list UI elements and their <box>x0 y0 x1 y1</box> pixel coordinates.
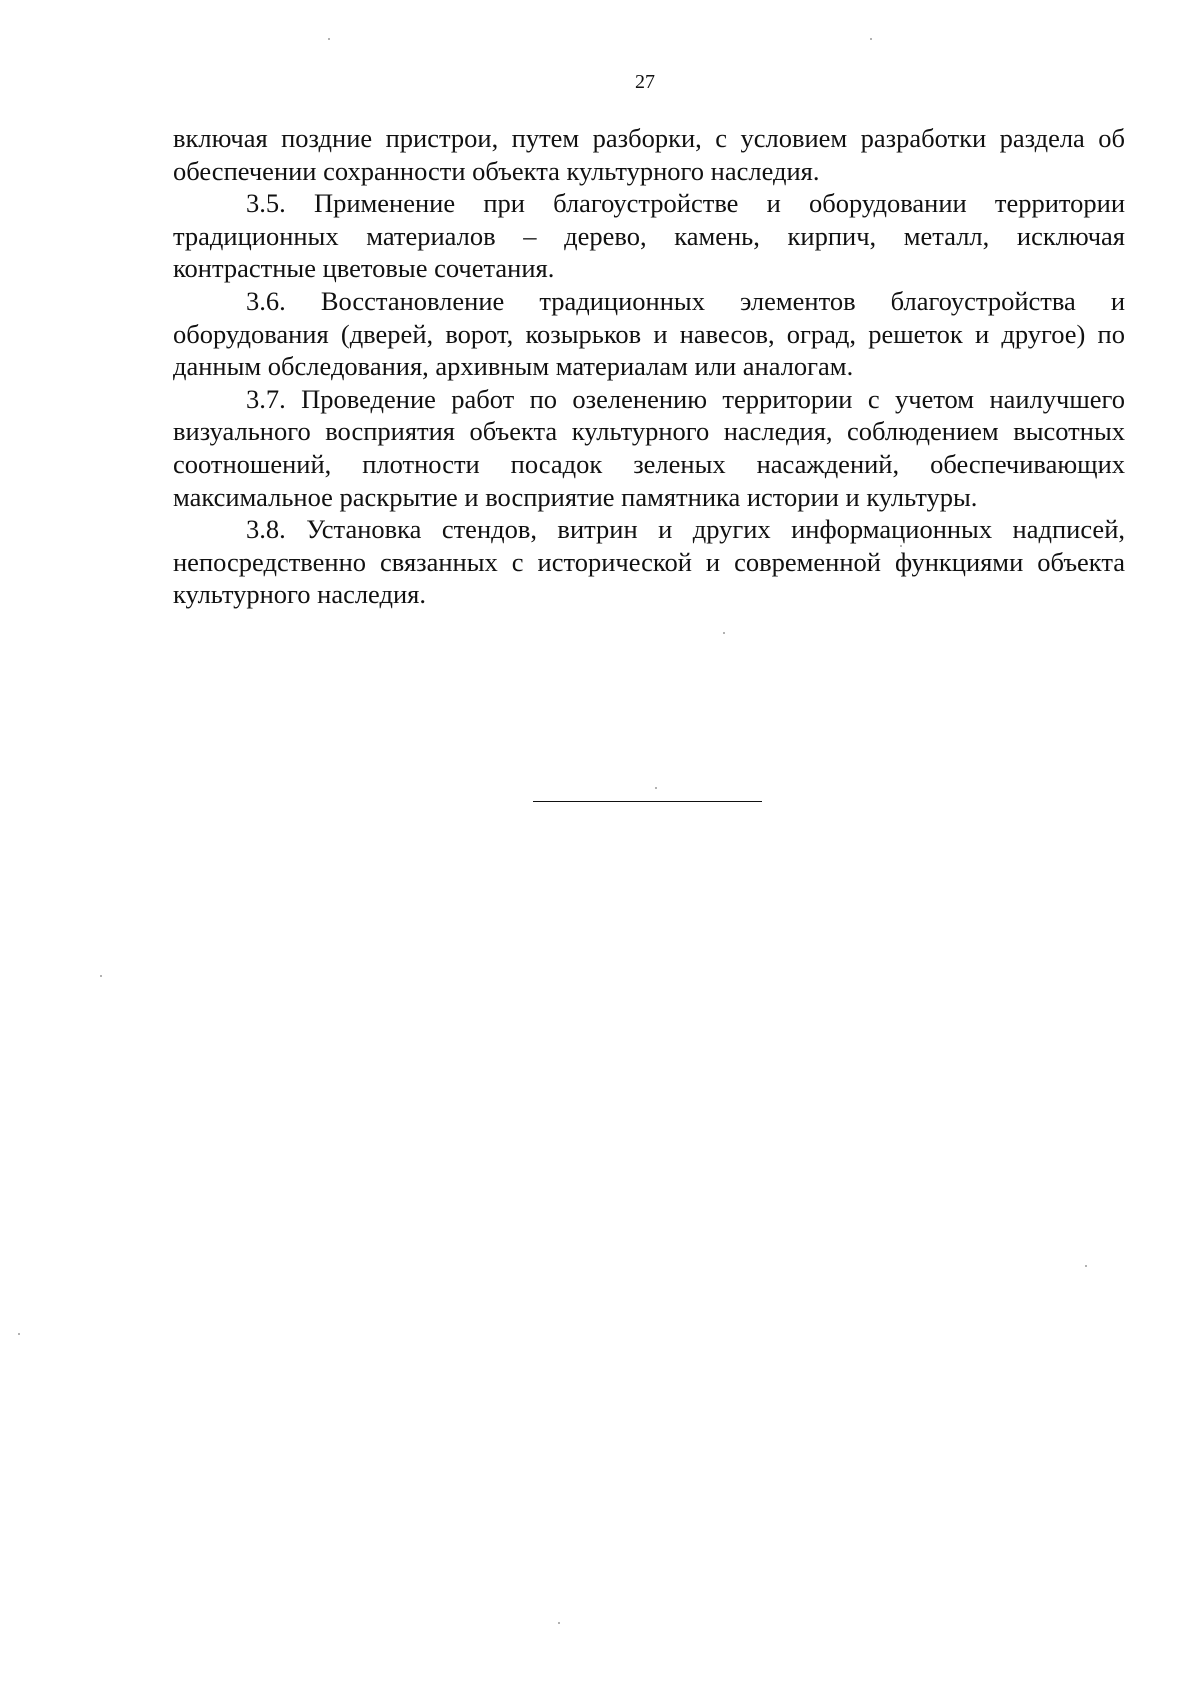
scan-speck <box>558 1622 560 1624</box>
paragraph-number: 3.7. <box>246 383 286 414</box>
paragraph-text: Проведение работ по озеленению территории с учетом наилучшего визуального восприятия объекта культурного наследия, соблюдением высотных соотношений, плотности посадок зеленых насаждений, обеспечивающих максимальное раскрытие и восприятие памятника истории и культуры. <box>173 383 1125 512</box>
scan-speck <box>100 975 102 977</box>
paragraph-3-5 <box>173 187 1125 285</box>
paragraph-continuation <box>173 122 1125 187</box>
paragraph-3-6 <box>173 285 1125 383</box>
scan-speck <box>655 787 657 789</box>
paragraph-number: 3.8. <box>246 514 286 545</box>
document-body <box>173 122 1125 611</box>
scan-speck <box>900 545 902 547</box>
paragraph-3-8 <box>173 513 1125 611</box>
scan-speck <box>18 1333 20 1335</box>
paragraph-text: Установка стендов, витрин и других информационных надписей, непосредственно связанных с исторической и современной функциями объекта культурного наследия. <box>173 514 1125 610</box>
paragraph-3-7 <box>173 383 1125 513</box>
scan-speck <box>1085 1265 1087 1267</box>
scan-speck <box>328 38 330 40</box>
paragraph-text: Восстановление традиционных элементов благоустройства и оборудования (дверей, ворот, козырьков и навесов, оград, решеток и другое) по данным обследования, архивным материалам или аналогам. <box>173 285 1126 382</box>
scan-speck <box>723 632 725 634</box>
page-number: 27 <box>635 71 655 93</box>
paragraph-text: Применение при благоустройстве и оборудовании территории традиционных материалов – дерево, камень, кирпич, металл, исключая контрастные цветовые сочетания. <box>173 188 1125 284</box>
paragraph-number: 3.6. <box>246 285 286 316</box>
paragraph-number: 3.5. <box>246 188 286 219</box>
paragraph-text: включая поздние пристрои, путем разборки, с условием разработки раздела об обеспечении сохранности объекта культурного наследия. <box>173 123 1125 186</box>
end-of-document-rule <box>533 801 762 802</box>
scan-speck <box>870 38 872 40</box>
